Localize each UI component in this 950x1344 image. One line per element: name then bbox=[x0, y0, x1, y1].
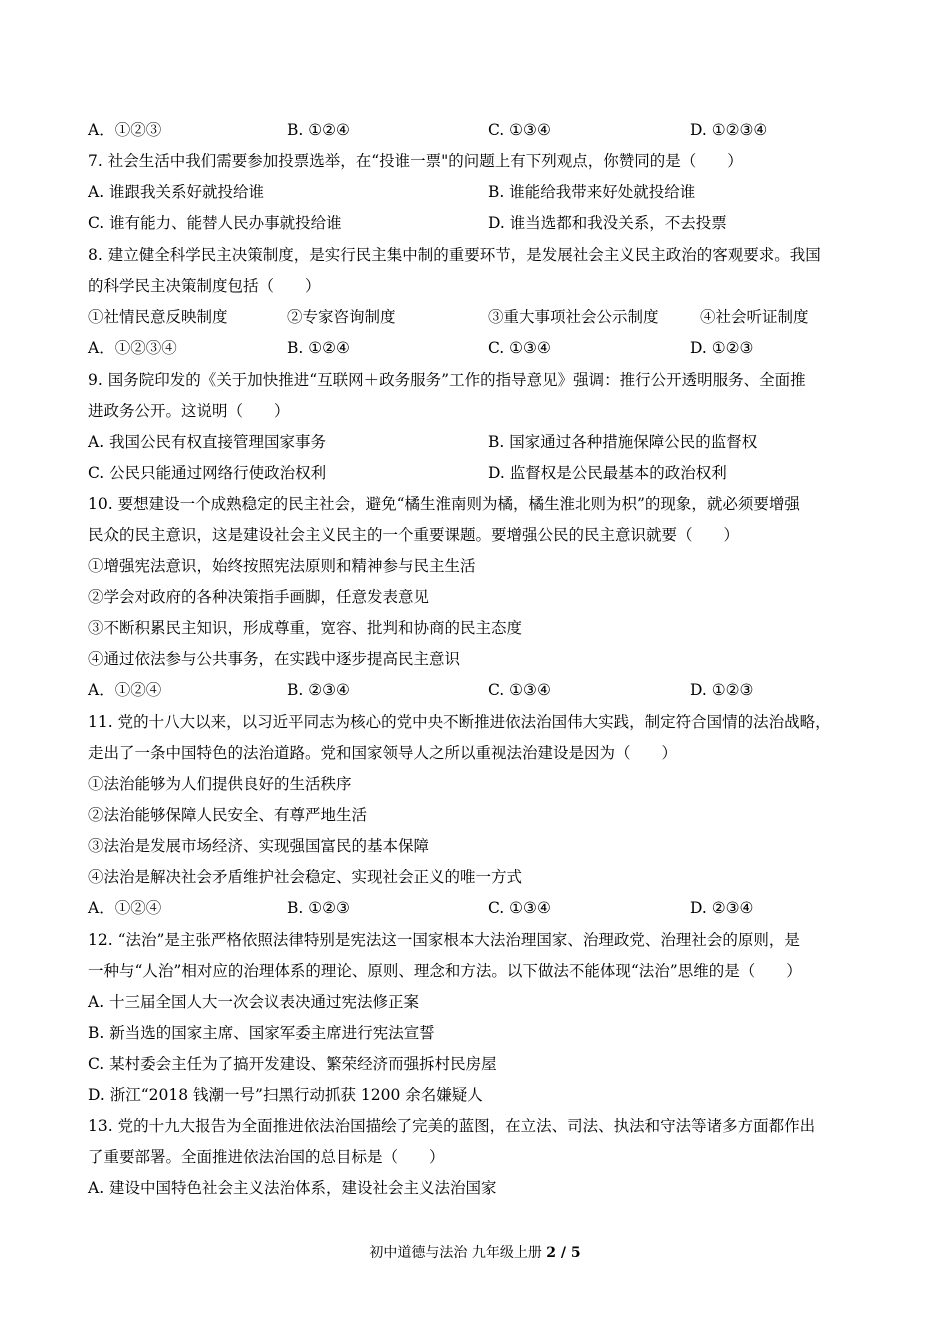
q12-option-a: A. 十三届全国人大一次会议表决通过宪法修正案 bbox=[88, 993, 420, 1011]
q11-statement-3: ③法治是发展市场经济、实现强国富民的基本保障 bbox=[88, 837, 430, 855]
footer-course-label: 初中道德与法治 九年级上册 bbox=[369, 1245, 547, 1261]
q7-option-d: D. 谁当选都和我没关系，不去投票 bbox=[488, 214, 727, 232]
q9-stem-line-2: 进政务公开。这说明（ ） bbox=[88, 402, 290, 420]
q8-option-b: B. ①②④ bbox=[287, 339, 350, 357]
option-b: B. ①②④ bbox=[287, 121, 350, 139]
q13-stem-line-2: 了重要部署。全面推进依法治国的总目标是（ ） bbox=[88, 1148, 445, 1166]
q7-options-row-2 bbox=[88, 213, 878, 233]
q11-options-row bbox=[88, 898, 878, 918]
q7-stem: 7. 社会生活中我们需要参加投票选举，在“投谁一票"的问题上有下列观点，你赞同的是（ ） bbox=[88, 152, 743, 170]
q10-statement-2: ②学会对政府的各种决策指手画脚，任意发表意见 bbox=[88, 588, 430, 606]
q10-options-row bbox=[88, 680, 878, 700]
option-c: C. ①③④ bbox=[488, 121, 551, 139]
q9-stem-line-1: 9. 国务院印发的《关于加快推进“互联网＋政务服务”工作的指导意见》强调：推行公开透明服务、全面推 bbox=[88, 371, 806, 389]
q8-options-row bbox=[88, 338, 878, 358]
q13-stem-line-1: 13. 党的十九大报告为全面推进依法治国描绘了完美的蓝图，在立法、司法、执法和守法等诸多方面都作出 bbox=[88, 1117, 816, 1135]
q11-option-b: B. ①②③ bbox=[287, 899, 350, 917]
q10-option-a: A．①②④ bbox=[88, 681, 162, 699]
q10-statement-3: ③不断积累民主知识，形成尊重，宽容、批判和协商的民主态度 bbox=[88, 619, 523, 637]
q12-option-d: D. 浙江“2018 钱潮一号”扫黑行动抓获 1200 余名嫌疑人 bbox=[88, 1086, 483, 1104]
q12-option-c: C. 某村委会主任为了搞开发建设、繁荣经济而强拆村民房屋 bbox=[88, 1055, 497, 1073]
q11-statement-4: ④法治是解决社会矛盾维护社会稳定、实现社会正义的唯一方式 bbox=[88, 868, 523, 886]
q12-stem-line-1: 12. “法治”是主张严格依照法律特别是宪法这一国家根本大法治理国家、治理政党、治理社会的原则，是 bbox=[88, 931, 800, 949]
q8-statement-4: ④社会听证制度 bbox=[700, 308, 809, 326]
q12-option-b: B. 新当选的国家主席、国家军委主席进行宪法宣誓 bbox=[88, 1024, 435, 1042]
q11-stem-line-1: 11. 党的十八大以来，以习近平同志为核心的党中央不断推进依法治国伟大实践，制定符合国情的法治战略， bbox=[88, 713, 831, 731]
q8-statements-row bbox=[88, 307, 878, 327]
q10-option-d: D. ①②③ bbox=[690, 681, 754, 699]
q10-statement-4: ④通过依法参与公共事务，在实践中逐步提高民主意识 bbox=[88, 650, 461, 668]
q9-option-b: B. 国家通过各种措施保障公民的监督权 bbox=[488, 433, 758, 451]
q8-option-d: D. ①②③ bbox=[690, 339, 754, 357]
q8-option-a: A．①②③④ bbox=[88, 339, 177, 357]
q11-option-a: A．①②④ bbox=[88, 899, 162, 917]
q11-statement-2: ②法治能够保障人民安全、有尊严地生活 bbox=[88, 806, 368, 824]
q13-option-a: A. 建设中国特色社会主义法治体系，建设社会主义法治国家 bbox=[88, 1179, 497, 1197]
q10-stem-line-1: 10. 要想建设一个成熟稳定的民主社会，避免“橘生淮南则为橘，橘生淮北则为枳”的现象，就必须要增强 bbox=[88, 495, 800, 513]
q11-option-d: D. ②③④ bbox=[690, 899, 754, 917]
q7-options-row-1 bbox=[88, 182, 878, 202]
q9-option-d: D. 监督权是公民最基本的政治权利 bbox=[488, 464, 727, 482]
q11-option-c: C. ①③④ bbox=[488, 899, 551, 917]
q8-stem-line-2: 的科学民主决策制度包括（ ） bbox=[88, 277, 321, 295]
q7-option-b: B. 谁能给我带来好处就投给谁 bbox=[488, 183, 696, 201]
option-a: A．①②③ bbox=[88, 121, 162, 139]
q7-option-a: A. 谁跟我关系好就投给谁 bbox=[88, 183, 265, 201]
page-number: 2 / 5 bbox=[546, 1245, 581, 1261]
q9-option-a: A. 我国公民有权直接管理国家事务 bbox=[88, 433, 327, 451]
option-d: D. ①②③④ bbox=[690, 121, 768, 139]
q10-option-b: B. ②③④ bbox=[287, 681, 350, 699]
q10-statement-1: ①增强宪法意识，始终按照宪法原则和精神参与民主生活 bbox=[88, 557, 476, 575]
page-footer bbox=[0, 1244, 950, 1262]
q8-statement-3: ③重大事项社会公示制度 bbox=[488, 308, 659, 326]
top-options-row bbox=[88, 120, 878, 140]
q10-stem-line-2: 民众的民主意识，这是建设社会主义民主的一个重要课题。要增强公民的民主意识就要（ ） bbox=[88, 526, 740, 544]
q8-statement-2: ②专家咨询制度 bbox=[287, 308, 396, 326]
q8-stem-line-1: 8. 建立健全科学民主决策制度，是实行民主集中制的重要环节，是发展社会主义民主政治的客观要求。我国 bbox=[88, 246, 821, 264]
q8-option-c: C. ①③④ bbox=[488, 339, 551, 357]
q10-option-c: C. ①③④ bbox=[488, 681, 551, 699]
q8-statement-1: ①社情民意反映制度 bbox=[88, 308, 228, 326]
q12-stem-line-2: 一种与“人治”相对应的治理体系的理论、原则、理念和方法。以下做法不能体现“法治”思维的是（ ） bbox=[88, 962, 802, 980]
q11-statement-1: ①法治能够为人们提供良好的生活秩序 bbox=[88, 775, 352, 793]
q9-options-row-2 bbox=[88, 463, 878, 483]
q9-options-row-1 bbox=[88, 432, 878, 452]
q9-option-c: C. 公民只能通过网络行使政治权利 bbox=[88, 464, 327, 482]
q7-option-c: C. 谁有能力、能替人民办事就投给谁 bbox=[88, 214, 342, 232]
q11-stem-line-2: 走出了一条中国特色的法治道路。党和国家领导人之所以重视法治建设是因为（ ） bbox=[88, 744, 678, 762]
